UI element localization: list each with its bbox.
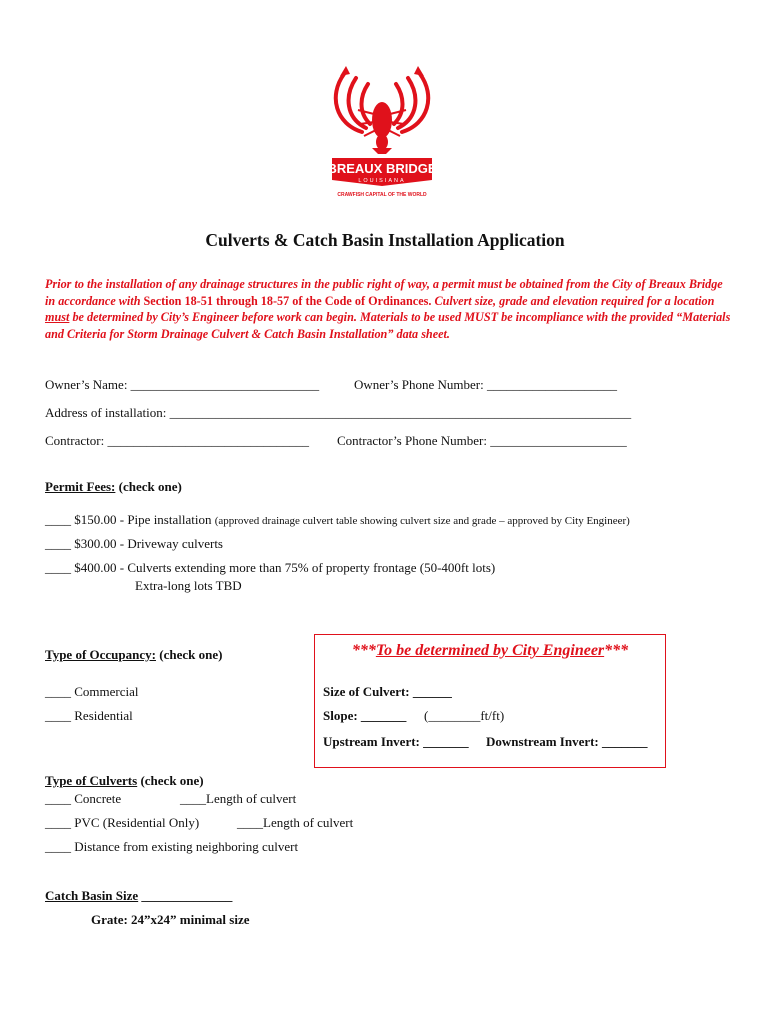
contractor-phone-field[interactable]: Contractor’s Phone Number: _____________________ bbox=[337, 433, 627, 448]
extra-long-lots-note: Extra-long lots TBD bbox=[135, 578, 242, 593]
culvert-concrete-length[interactable]: ____Length of culvert bbox=[180, 791, 297, 806]
crawfish-icon bbox=[322, 62, 442, 202]
catch-basin-size-field[interactable]: ______________ bbox=[138, 888, 233, 903]
upstream-invert-field[interactable]: Upstream Invert: _______ bbox=[323, 734, 469, 749]
fee-option-300[interactable]: ____ $300.00 - Driveway culverts bbox=[45, 536, 223, 551]
fee-option-150[interactable]: ____ $150.00 - Pipe installation (approved drainage culvert table showing culvert size and grade – approved by City Engineer) bbox=[45, 512, 630, 527]
engineer-box-title: ***To be determined by City Engineer*** bbox=[351, 642, 629, 659]
owner-phone-field[interactable]: Owner’s Phone Number: ____________________ bbox=[354, 377, 617, 392]
intro-paragraph bbox=[45, 276, 735, 342]
contractor-field[interactable]: Contractor: _______________________________ bbox=[45, 433, 309, 448]
occupancy-residential[interactable]: ____ Residential bbox=[45, 708, 133, 723]
culvert-concrete[interactable]: ____ Concrete bbox=[45, 791, 122, 806]
culvert-distance[interactable]: ____ Distance from existing neighboring culvert bbox=[45, 839, 299, 854]
intro-code-reference: Section 18-51 through 18-57 of the Code of Ordinances. bbox=[143, 293, 432, 308]
logo-tagline: CRAWFISH CAPITAL OF THE WORLD bbox=[337, 192, 427, 198]
fee-option-400[interactable]: ____ $400.00 - Culverts extending more than 75% of property frontage (50-400ft lots) bbox=[45, 560, 496, 575]
intro-text-3: be determined by City’s Engineer before work can begin. Materials to be used MUST be incompliance with the provided “Materials and Criteria for Storm Drainage Culvert & Catch Basin Installation” data sheet. bbox=[45, 310, 731, 341]
slope-field[interactable]: Slope: _______ bbox=[323, 708, 407, 723]
logo-state: LOUISIANA bbox=[358, 178, 406, 184]
intro-text-1: Prior to the installation of any drainage structures in the public right of way, a permit must be obtained from the City of Breaux Bridge in accordance with bbox=[45, 277, 723, 308]
permit-fees-heading: Permit Fees: (check one) bbox=[45, 479, 182, 494]
downstream-invert-field[interactable]: Downstream Invert: _______ bbox=[486, 734, 648, 749]
grate-size-note: Grate: 24”x24” minimal size bbox=[91, 912, 250, 927]
intro-text-2: Culvert size, grade and elevation required for a location bbox=[431, 293, 715, 308]
page-title: Culverts & Catch Basin Installation Application bbox=[205, 230, 565, 250]
logo-name: BREAUX BRIDGE bbox=[327, 161, 437, 176]
intro-must: must bbox=[45, 310, 70, 325]
culvert-pvc[interactable]: ____ PVC (Residential Only) bbox=[45, 815, 200, 830]
owner-name-field[interactable]: Owner’s Name: _____________________________ bbox=[45, 377, 320, 392]
address-field[interactable]: Address of installation: _______________________________________________________________________ bbox=[45, 405, 632, 420]
catch-basin-heading: Catch Basin Size ______________ bbox=[45, 888, 233, 903]
occupancy-commercial[interactable]: ____ Commercial bbox=[45, 684, 139, 699]
slope-unit-field[interactable]: (________ft/ft) bbox=[424, 708, 505, 723]
culvert-size-field[interactable]: Size of Culvert: ______ bbox=[323, 684, 452, 699]
occupancy-heading: Type of Occupancy: (check one) bbox=[45, 647, 223, 662]
culvert-pvc-length[interactable]: ____Length of culvert bbox=[237, 815, 354, 830]
culverts-heading: Type of Culverts (check one) bbox=[45, 773, 204, 788]
breaux-bridge-logo bbox=[322, 62, 442, 202]
